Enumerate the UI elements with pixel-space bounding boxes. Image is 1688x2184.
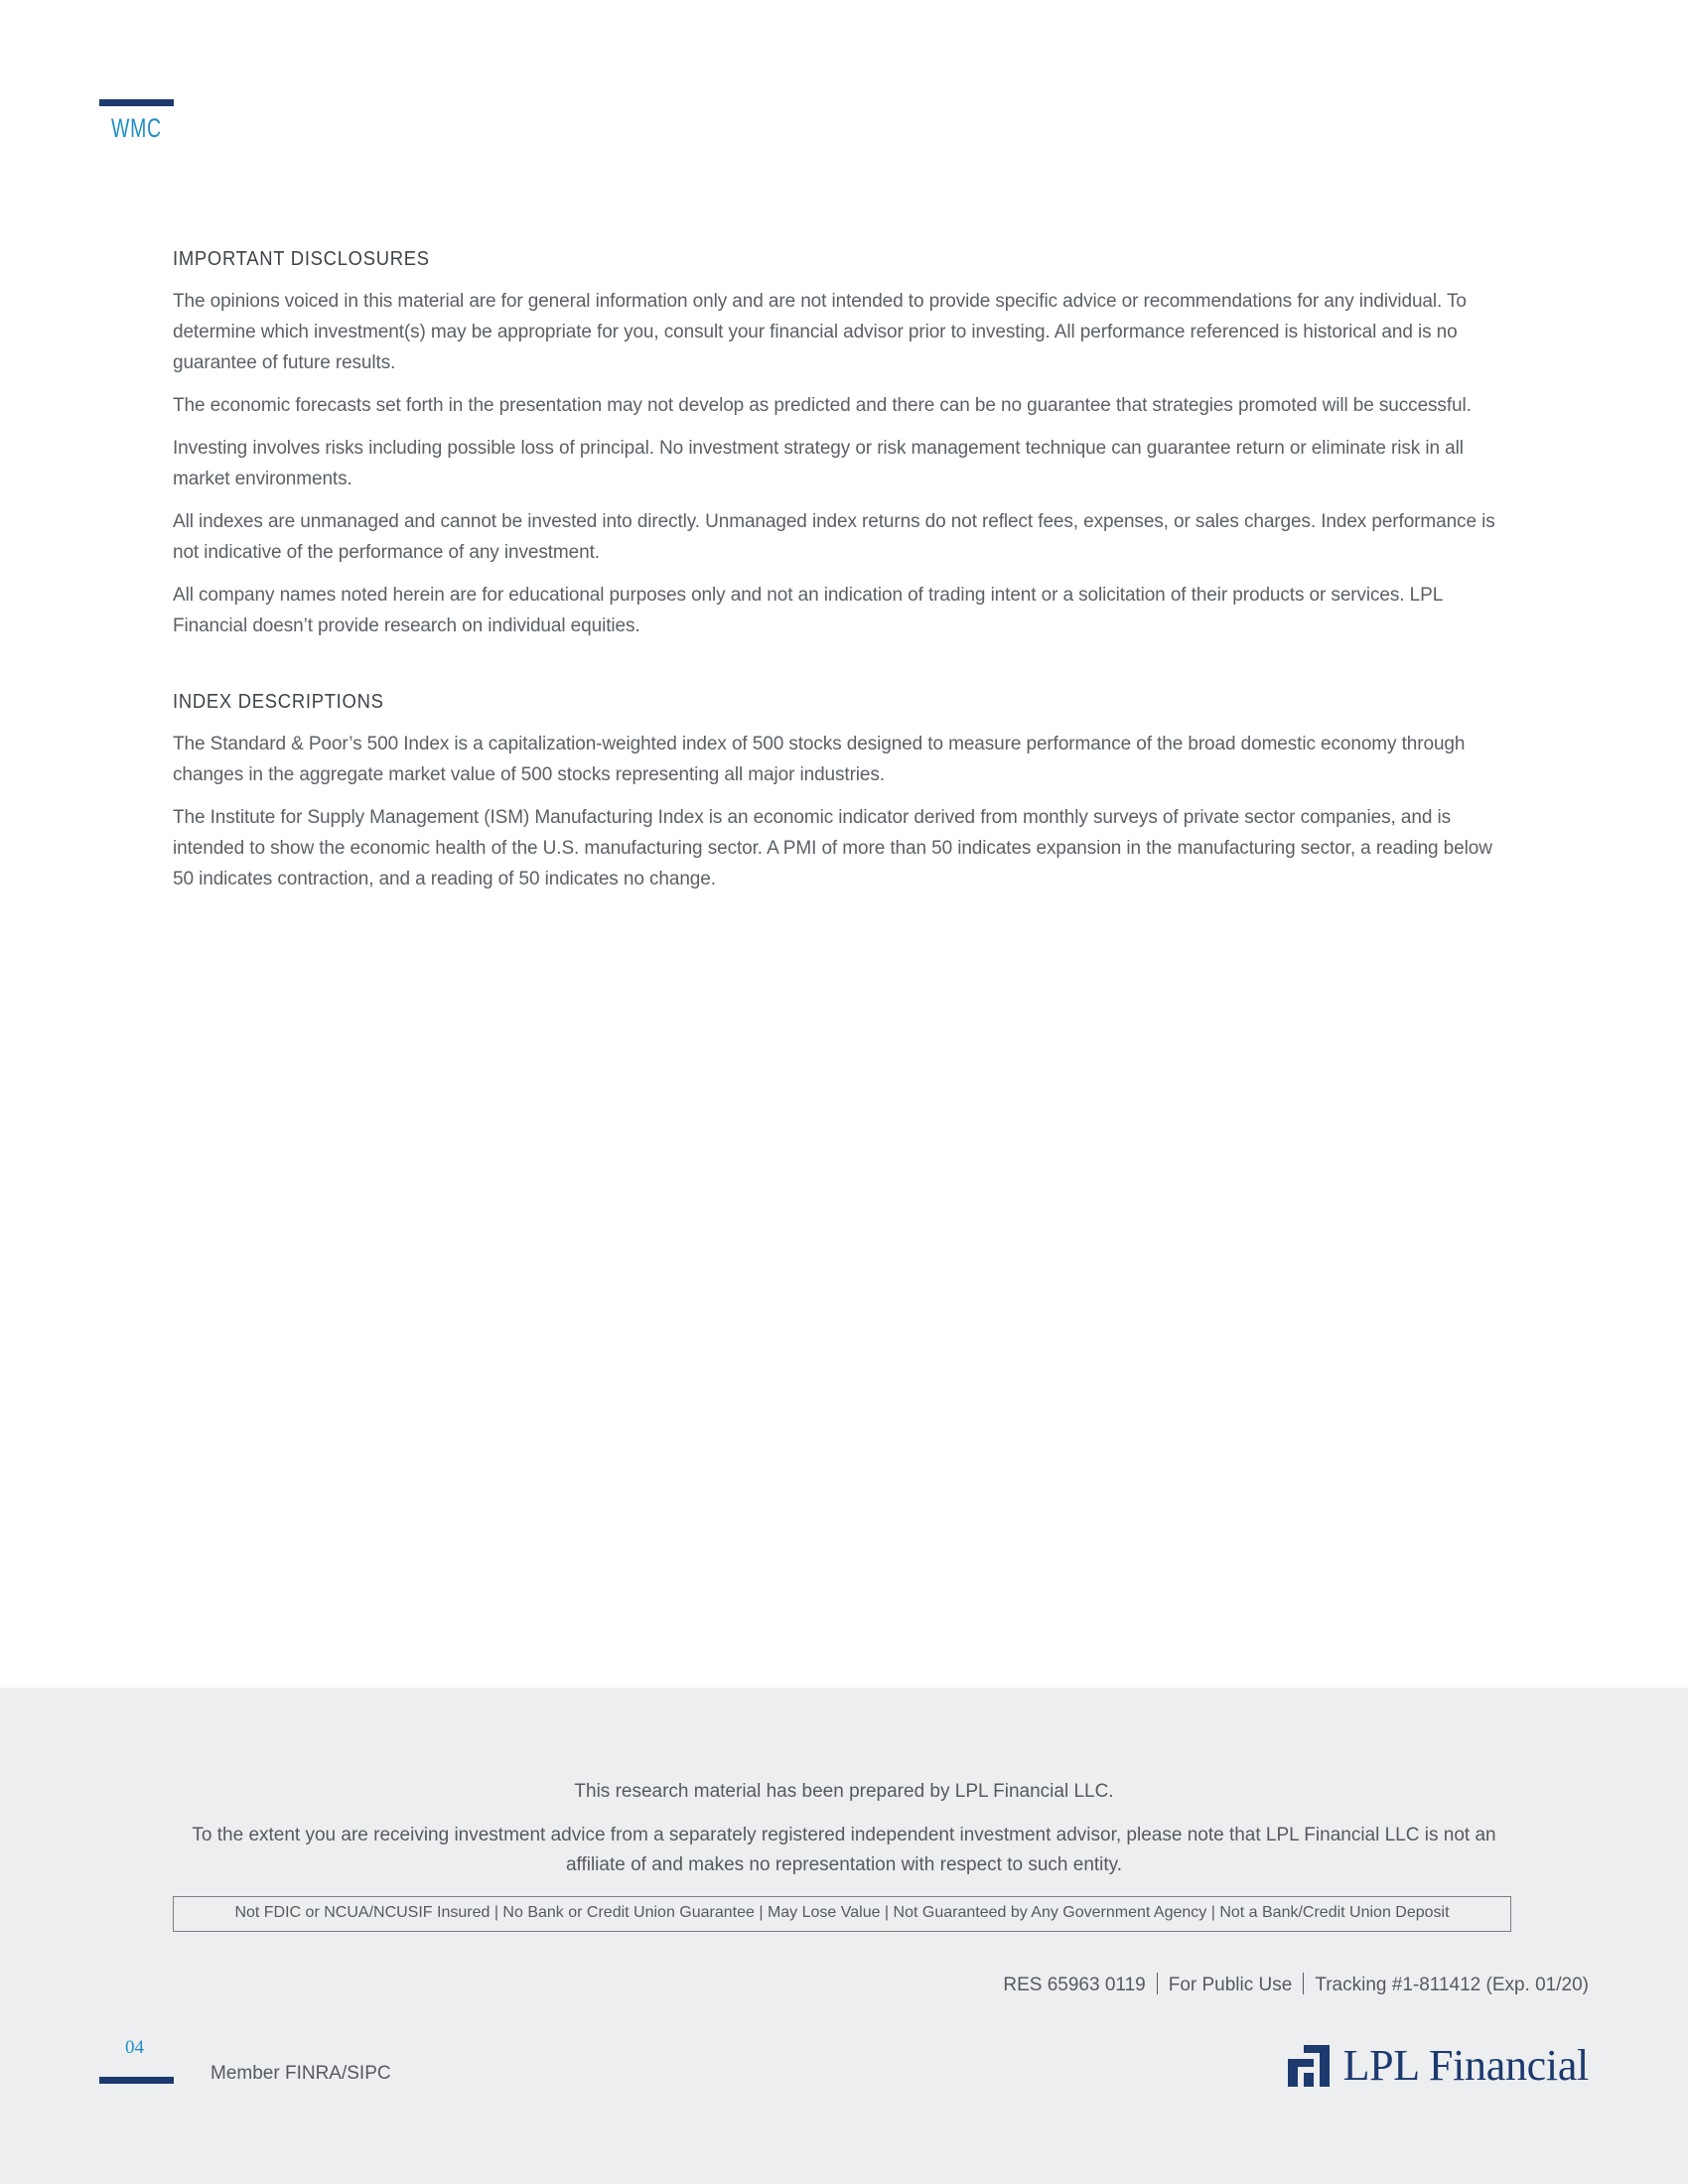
page-number: 04	[125, 2037, 144, 2058]
res-code: RES 65963 0119	[1003, 1975, 1146, 1995]
disclosure-paragraph: All company names noted herein are for educational purposes only and not an indication of trading intent or a solicitation of their products or services. LPL Financial doesn’t provide research on individual equities.	[173, 585, 1443, 636]
index-description-paragraph: The Standard & Poor’s 500 Index is a capitalization-weighted index of 500 stocks designed to measure performance of the broad domestic economy through changes in the aggregate market value of 500 stocks representing all major industries.	[173, 734, 1466, 785]
lpl-financial-logo	[1288, 2043, 1589, 2089]
disclosure-paragraph: Investing involves risks including possible loss of principal. No investment strategy or risk management technique can guarantee return or eliminate risk in all market environments.	[173, 438, 1464, 489]
footer	[0, 1688, 1688, 2184]
index-descriptions-heading: INDEX DESCRIPTIONS	[173, 691, 384, 713]
disclosure-paragraph: The economic forecasts set forth in the presentation may not develop as predicted and there can be no guarantee that strategies promoted will be successful.	[173, 395, 1472, 416]
section-spacer	[173, 653, 1499, 691]
divider	[1157, 1973, 1158, 1994]
tracking-number: Tracking #1-811412 (Exp. 01/20)	[1315, 1975, 1589, 1995]
header-label: WMC	[111, 113, 162, 143]
insurance-disclaimer-box: Not FDIC or NCUA/NCUSIF Insured | No Bank or Credit Union Guarantee | May Lose Value | Not Guaranteed by Any Government Agency | Not a Bank/Credit Union Deposit	[173, 1896, 1511, 1932]
disclosure-paragraph: The opinions voiced in this material are for general information only and are not intended to provide specific advice or recommendations for any individual. To determine which investment(s) may be appropriate for you, consult your financial advisor prior to investing. All performance referenced is historical and is no guarantee of future results.	[173, 291, 1467, 373]
prepared-by-note: This research material has been prepared by LPL Financial LLC.	[574, 1781, 1114, 1802]
advisor-note: To the extent you are receiving investment advice from a separately registered independent investment advisor, please note that LPL Financial LLC is not an affiliate of and makes no representation with respect to such entity.	[192, 1825, 1496, 1875]
logo-wordmark: LPL Financial	[1342, 2041, 1589, 2090]
main-content	[173, 248, 1499, 906]
disclosure-paragraph: All indexes are unmanaged and cannot be invested into directly. Unmanaged index returns do not reflect fees, expenses, or sales charges. Index performance is not indicative of the performance of any investment.	[173, 511, 1495, 563]
index-description-paragraph: The Institute for Supply Management (ISM) Manufacturing Index is an economic indicator derived from monthly surveys of private sector companies, and is intended to show the economic health of the U.S. manufacturing sector. A PMI of more than 50 indicates expansion in the manufacturing sector, a reading below 50 indicates contraction, and a reading of 50 indicates no change.	[173, 807, 1492, 889]
divider	[1303, 1973, 1304, 1994]
footer-accent-bar	[99, 2077, 174, 2084]
disclosures-heading: IMPORTANT DISCLOSURES	[173, 248, 430, 270]
public-use-label: For Public Use	[1168, 1975, 1293, 1995]
lpl-logo-icon	[1288, 2045, 1330, 2087]
member-finra-sipc: Member FINRA/SIPC	[211, 2063, 391, 2084]
header-accent-bar	[99, 99, 174, 106]
tracking-line	[1003, 1973, 1589, 1996]
